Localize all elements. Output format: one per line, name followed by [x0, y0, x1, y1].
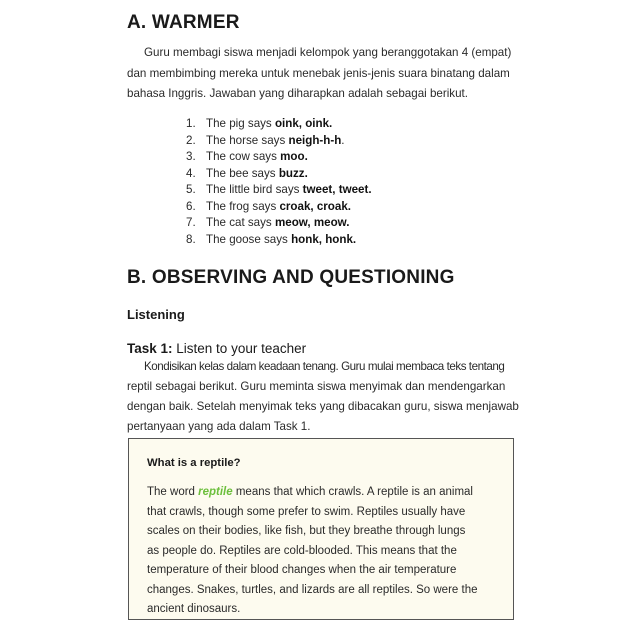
task-1-heading [127, 341, 306, 356]
task-line-1: Kondisikan kelas dalam keadaan tenang. Guru mulai membaca teks tentang [144, 360, 505, 373]
warmer-intro-line-1: Guru membagi siswa menjadi kelompok yang beranggotakan 4 (empat) [144, 46, 512, 59]
task-instructions [127, 357, 525, 437]
list-item [186, 133, 372, 150]
animal-sound: buzz. [278, 166, 308, 180]
box-line: changes. Snakes, turtles, and lizards are all reptiles. So were the [147, 583, 478, 596]
list-item [186, 232, 372, 249]
item-number: 2. [186, 133, 196, 147]
task-title: Listen to your teacher [172, 341, 307, 356]
item-number: 7. [186, 216, 196, 229]
task-label: Task 1: [127, 341, 173, 356]
task-line-3: dengan baik. Setelah menyimak teks yang dibacakan guru, siswa menjawab [127, 400, 519, 413]
animal-sound: croak, croak. [279, 199, 352, 213]
animal-sound: tweet, tweet. [302, 183, 372, 196]
item-number: 4. [186, 166, 196, 180]
highlight-word: reptile [198, 486, 233, 498]
box-line [147, 483, 497, 503]
animal-sound: honk, honk. [291, 232, 357, 246]
item-text: The pig says [206, 117, 275, 130]
item-number: 5. [186, 183, 196, 196]
listening-subheading: Listening [127, 307, 185, 322]
box-line: temperature of their blood changes when the air temperature [147, 564, 457, 576]
animal-sounds-list [186, 116, 372, 248]
item-number: 8. [186, 232, 196, 246]
animal-sound: oink, oink. [274, 117, 333, 130]
item-text: The cat says [206, 216, 275, 229]
box-line-suffix: means that which crawls. A reptile is an animal [232, 486, 473, 498]
warmer-heading: A. WARMER [127, 12, 240, 33]
list-item [186, 116, 372, 133]
animal-sound: moo. [280, 150, 308, 163]
item-text: The goose says [206, 232, 292, 246]
animal-sound: meow, meow. [274, 216, 350, 229]
animal-sound: neigh-h-h [288, 133, 342, 147]
box-line: that crawls, though some prefer to swim. Reptiles usually have [147, 505, 466, 518]
list-item [186, 149, 372, 166]
item-number: 1. [186, 117, 196, 130]
warmer-intro-line-3: bahasa Inggris. Jawaban yang diharapkan adalah sebagai berikut. [127, 87, 468, 100]
reading-text-box [128, 438, 514, 620]
box-title: What is a reptile? [147, 457, 241, 469]
list-item [186, 199, 372, 216]
list-item [186, 182, 372, 199]
list-item [186, 215, 372, 232]
box-body [147, 483, 497, 620]
warmer-intro-line-2: dan membimbing mereka untuk menebak jenis-jenis suara binatang dalam [127, 66, 510, 80]
box-line: scales on their bodies, like fish, but they breathe through lungs [147, 525, 466, 537]
item-text: The horse says [206, 133, 289, 147]
warmer-intro [127, 43, 525, 105]
item-text: The cow says [206, 150, 281, 163]
observing-heading: B. OBSERVING AND QUESTIONING [127, 267, 455, 288]
list-item [186, 166, 372, 183]
task-line-2: reptil sebagai berikut. Guru meminta siswa menyimak dan mendengarkan [127, 380, 506, 393]
item-text: The bee says [206, 166, 279, 180]
box-line: ancient dinosaurs. [147, 603, 241, 615]
item-number: 6. [186, 199, 196, 213]
item-text: The frog says [206, 199, 280, 213]
box-line-prefix: The word [147, 486, 199, 498]
item-suffix: . [341, 133, 345, 147]
box-line: as people do. Reptiles are cold-blooded. This means that the [147, 544, 457, 557]
task-line-4: pertanyaan yang ada dalam Task 1. [127, 420, 311, 433]
item-text: The little bird says [206, 183, 303, 196]
item-number: 3. [186, 150, 196, 163]
